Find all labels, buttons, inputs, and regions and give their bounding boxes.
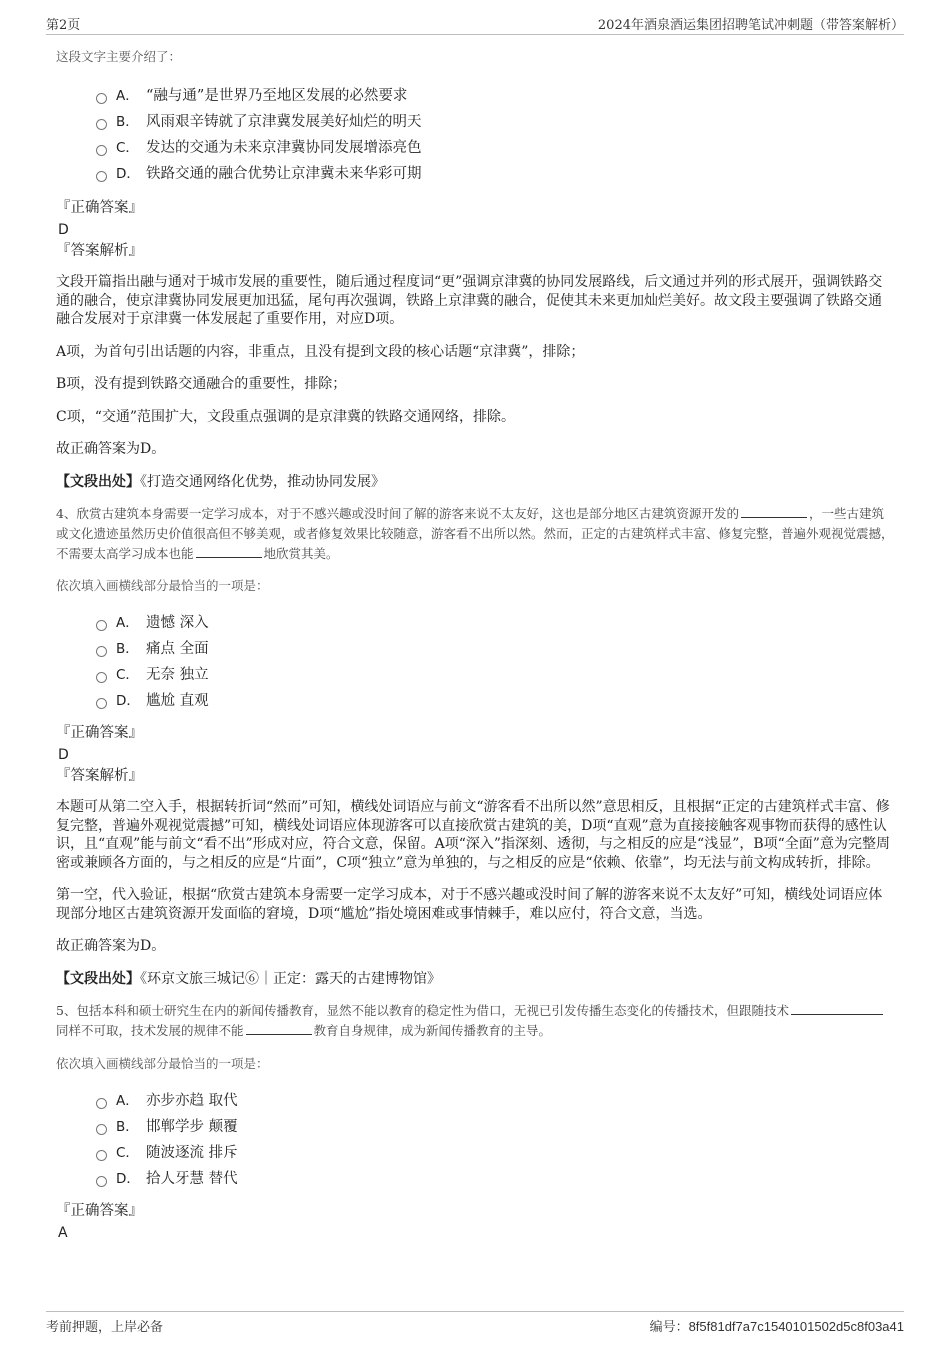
blank-line (741, 505, 807, 518)
q4-answer-value: D (58, 747, 69, 763)
radio-icon[interactable] (96, 1176, 107, 1187)
q3-answer-value: D (58, 222, 69, 238)
q5-answer-label: 『正确答案』 (56, 1203, 143, 1219)
q4-analysis-label: 『答案解析』 (56, 768, 143, 784)
blank-line (196, 545, 262, 558)
q3-answer-label: 『正确答案』 (56, 200, 143, 216)
q3-analysis-p2: A项，为首句引出话题的内容，非重点，且没有提到文段的核心话题“京津冀”，排除； (56, 343, 585, 360)
radio-icon[interactable] (96, 672, 107, 683)
q5-options (96, 1088, 894, 1192)
q5-option-b[interactable]: B． 邯郸学步 颠覆 (96, 1114, 894, 1140)
q5-stem: 5、包括本科和硕士研究生在内的新闻传播教育，显然不能以教育的稳定性为借口，无视已引发传播生态变化的传播技术，但跟随技术同样不可取，技术发展的规律不能 教育自身规律，成为新闻传播教育的主导。 (56, 1001, 894, 1041)
footer-slogan: 考前押题，上岸必备 (46, 1320, 164, 1335)
radio-icon[interactable] (96, 119, 107, 130)
q5-option-d[interactable]: D． 拾人牙慧 替代 (96, 1166, 894, 1192)
q5-answer-value: A (58, 1225, 68, 1241)
document-title: 2024年酒泉酒运集团招聘笔试冲刺题（带答案解析） (597, 18, 904, 33)
q3-analysis-p5: 故正确答案为D。 (56, 441, 166, 457)
document-body (56, 48, 894, 1243)
radio-icon[interactable] (96, 171, 107, 182)
q4-option-b[interactable]: B． 痛点 全面 (96, 636, 894, 662)
radio-icon[interactable] (96, 1150, 107, 1161)
q4-option-c[interactable]: C． 无奈 独立 (96, 662, 894, 688)
q5-prompt: 依次填入画横线部分最恰当的一项是： (56, 1056, 269, 1071)
radio-icon[interactable] (96, 1098, 107, 1109)
document-id: 编号：8f5f81df7a7c1540101502d5c8f03a41 (649, 1319, 904, 1334)
q3-option-a[interactable]: A． “融与通”是世界乃至地区发展的必然要求 (96, 83, 894, 109)
blank-line (791, 1002, 883, 1015)
page-number: 第2页 (46, 18, 81, 33)
page-header (46, 12, 904, 35)
q4-source: 【文段出处】《环京文旅三城记⑥｜正定：露天的古建博物馆》 (56, 970, 441, 987)
q5-option-c[interactable]: C． 随波逐流 排斥 (96, 1140, 894, 1166)
q3-option-b[interactable]: B． 风雨艰辛铸就了京津冀发展美好灿烂的明天 (96, 109, 894, 135)
blank-line (246, 1022, 312, 1035)
radio-icon[interactable] (96, 1124, 107, 1135)
q5-option-a[interactable]: A． 亦步亦趋 取代 (96, 1088, 894, 1114)
q4-answer-label: 『正确答案』 (56, 725, 143, 741)
radio-icon[interactable] (96, 145, 107, 156)
q3-analysis-p4: C项，“交通”范围扩大，文段重点强调的是京津冀的铁路交通网络，排除。 (56, 408, 516, 425)
q4-analysis-p3: 故正确答案为D。 (56, 938, 166, 954)
q3-analysis-label: 『答案解析』 (56, 243, 143, 259)
radio-icon[interactable] (96, 620, 107, 631)
radio-icon[interactable] (96, 698, 107, 709)
q4-analysis-p2: 第一空，代入验证，根据“欣赏古建筑本身需要一定学习成本，对于不感兴趣或没时间了解的游客来说不太友好”可知，横线处词语应体现部分地区古建筑资源开发面临的窘境，D项“尴尬”指处境困难或事情棘手，难以应付，符合文意，当选。 (56, 887, 883, 922)
q4-option-d[interactable]: D． 尴尬 直观 (96, 688, 894, 714)
q4-option-a[interactable]: A． 遗憾 深入 (96, 610, 894, 636)
q3-analysis-p1: 文段开篇指出融与通对于城市发展的重要性，随后通过程度词“更”强调京津冀的协同发展路线，后文通过并列的形式展开，强调铁路交通的融合，使京津冀协同发展更加迅猛，尾句再次强调，铁路上京津冀的融合，促使其未来更加灿烂美好。故文段主要强调了铁路交通融合发展对于京津冀一体发展起了重要作用，对应D项。 (56, 274, 883, 327)
q3-options (96, 83, 894, 187)
q3-source: 【文段出处】《打造交通网络化优势，推动协同发展》 (56, 473, 385, 490)
radio-icon[interactable] (96, 646, 107, 657)
q4-options (96, 610, 894, 714)
q3-analysis-p3: B项，没有提到铁路交通融合的重要性，排除； (56, 376, 347, 392)
q3-prompt: 这段文字主要介绍了： (56, 49, 182, 64)
q3-option-d[interactable]: D． 铁路交通的融合优势让京津冀未来华彩可期 (96, 161, 894, 187)
radio-icon[interactable] (96, 93, 107, 104)
page-footer (46, 1311, 904, 1336)
q3-option-c[interactable]: C． 发达的交通为未来京津冀协同发展增添亮色 (96, 135, 894, 161)
q4-analysis-p1: 本题可从第二空入手，根据转折词“然而”可知，横线处词语应与前文“游客看不出所以然”意思相反，且根据“正定的古建筑样式丰富、修复完整，普遍外观视觉震撼”可知，横线处词语应体现游客可以直接欣赏古建筑的美，D项“直观”意为直接接触客观事物而获得的感性认识，且“直观”能与前文“看不出”形成对应，符合文意，保留。A项“深入”指深刻、透彻，与之相反的应是“浅显”，B项“全面”意为完整周密或兼顾各方面的，与之相反的应是“片面”，C项“独立”意为单独的，与之相反的应是“依赖、依靠”，均无法与前文构成转折，排除。 (56, 799, 890, 871)
q4-prompt: 依次填入画横线部分最恰当的一项是： (56, 578, 269, 593)
q4-stem: 4、欣赏古建筑本身需要一定学习成本，对于不感兴趣或没时间了解的游客来说不太友好，这也是部分地区古建筑资源开发的 ，一些古建筑或文化遗迹虽然历史价值很高但不够美观，或者修复效果比较随意，游客看不出所以然。然而，正定的古建筑样式丰富、修复完整，普遍外观视觉震撼，不需要太高学习成本也能 地欣赏其美。 (56, 506, 894, 561)
